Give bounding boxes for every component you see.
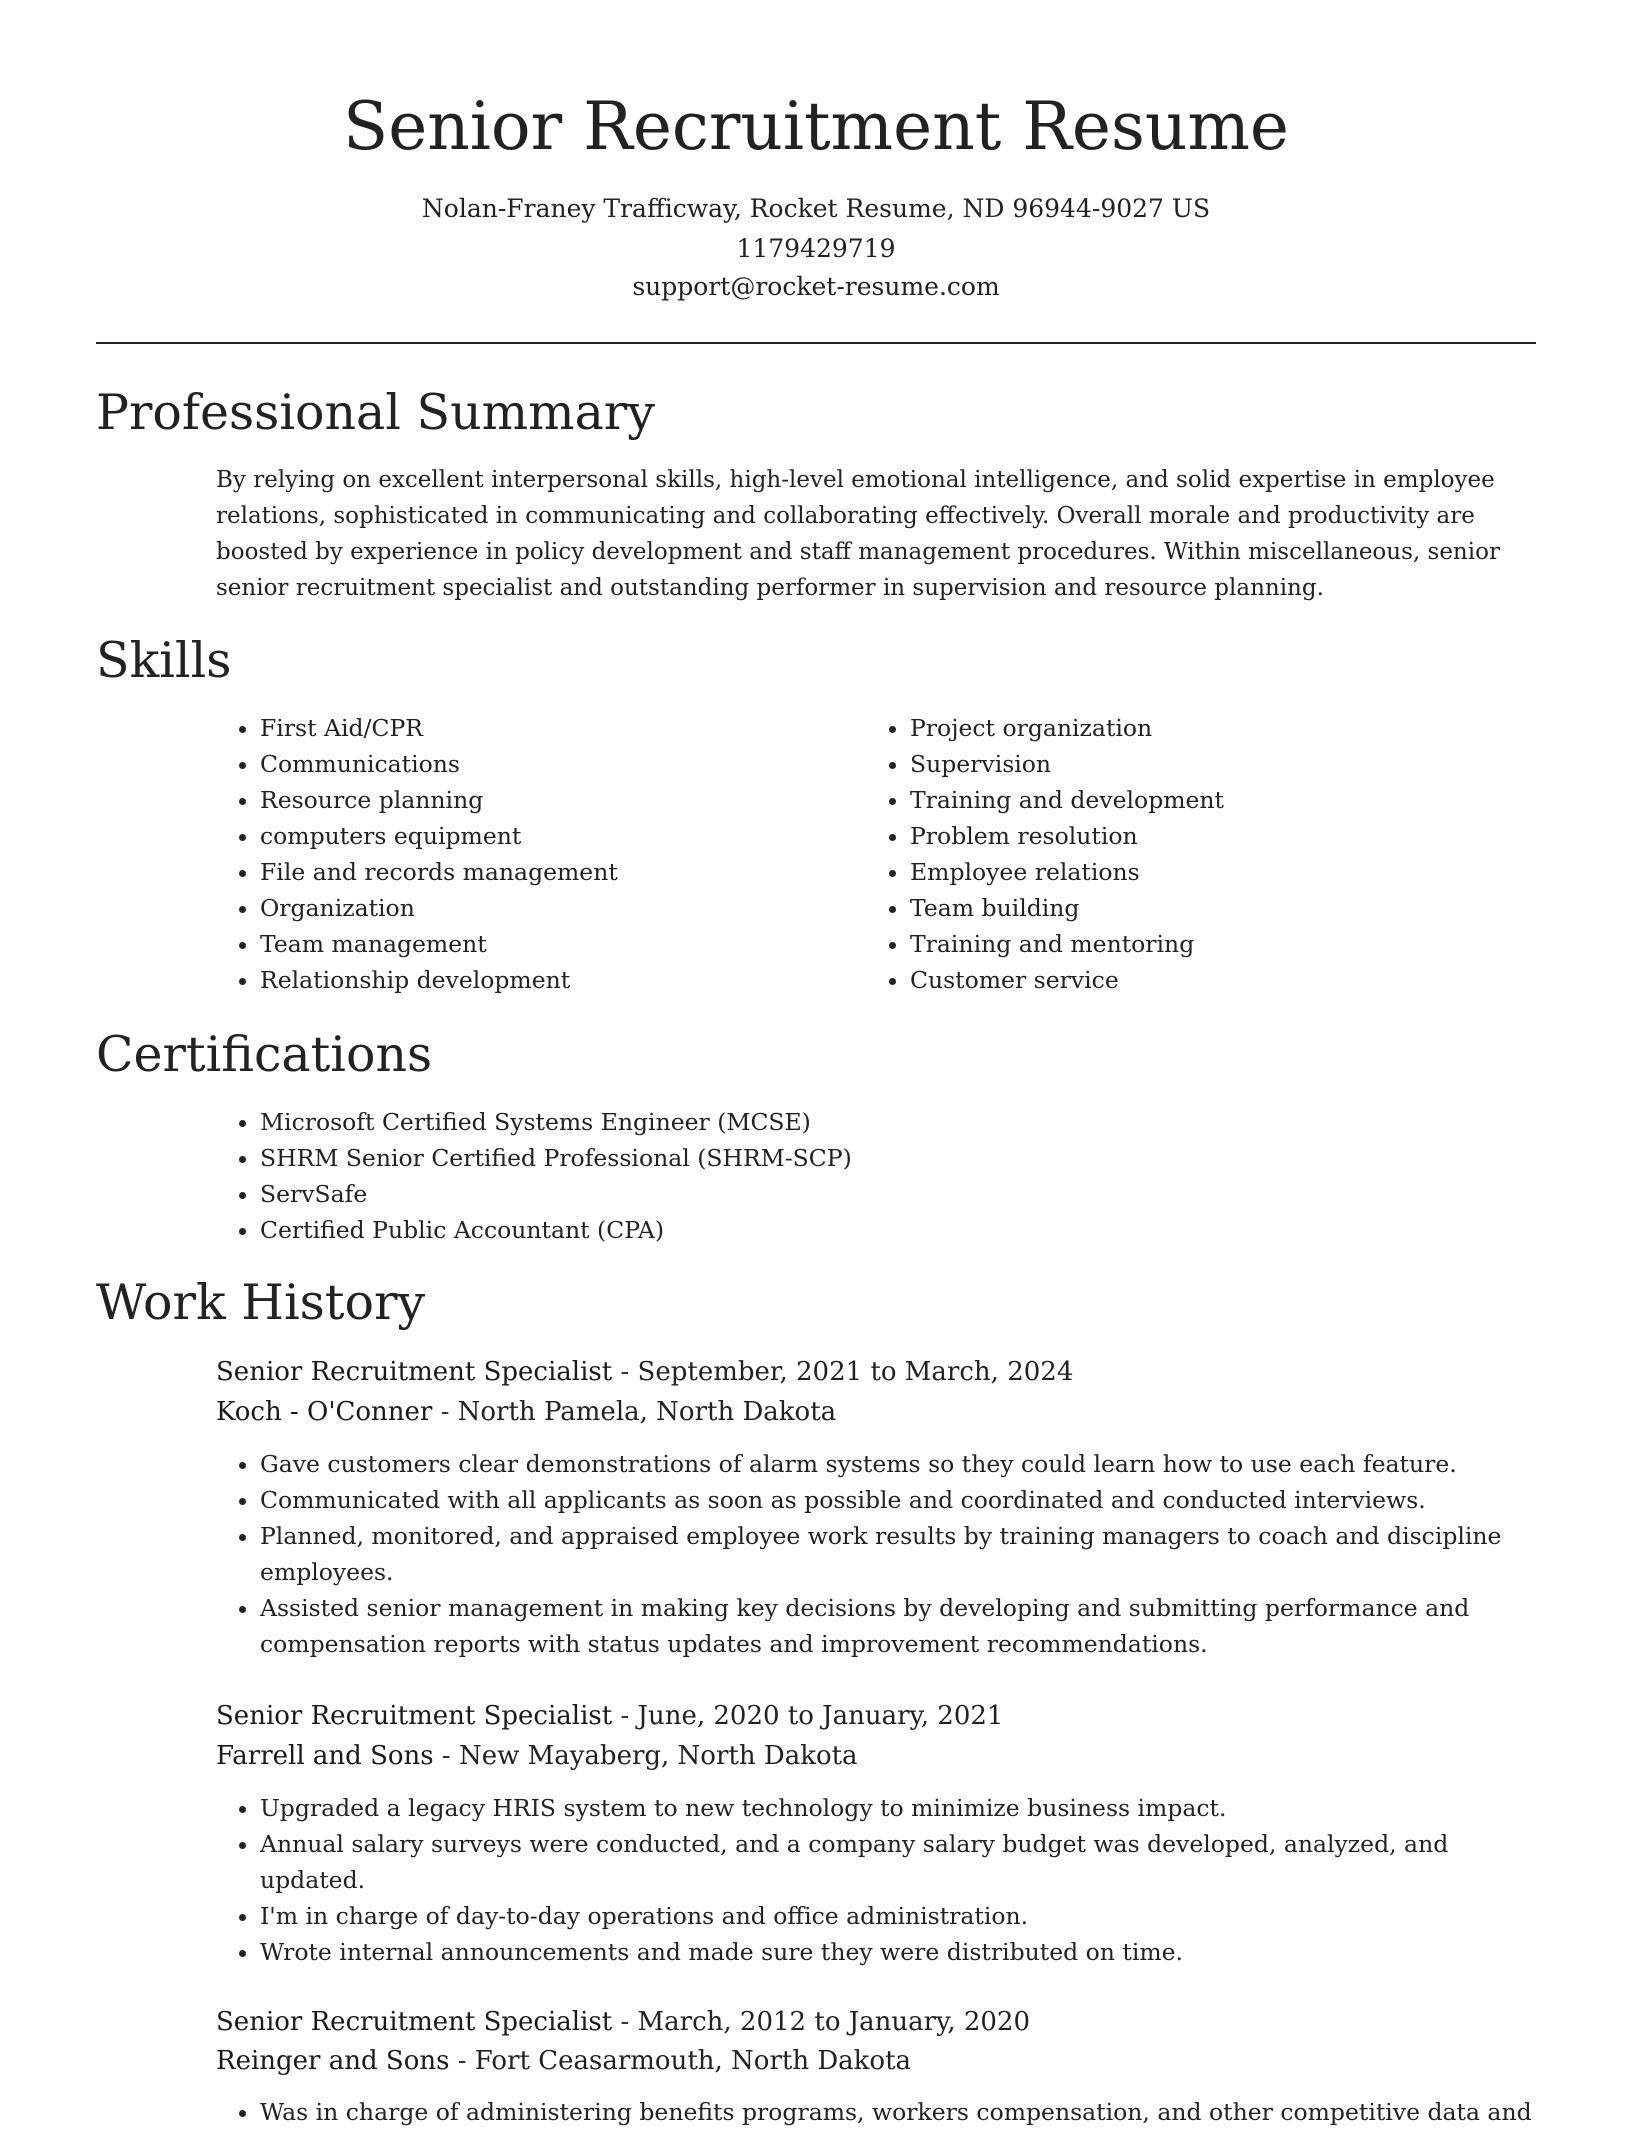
skills-heading: Skills <box>96 632 232 689</box>
job-dates: June, 2020 to January, 2021 <box>637 1701 1004 1731</box>
job-dates: September, 2021 to March, 2024 <box>637 1357 1074 1387</box>
job-company: Reinger and Sons <box>216 2046 450 2076</box>
job-bullet: • Planned, monitored, and appraised employee work results by training managers to coach and discipline employees. <box>260 1518 1560 1590</box>
job-bullet: • Communicated with all applicants as soon as possible and coordinated and conducted interviews. <box>260 1482 1560 1518</box>
job-bullets <box>216 2094 1560 2130</box>
skills-list-right <box>866 710 1470 998</box>
job-separator: - <box>612 1357 638 1387</box>
job-title-line <box>216 1353 1073 1391</box>
job-location: New Mayaberg, North Dakota <box>458 1741 858 1771</box>
job-bullet: • Assisted senior management in making key decisions by developing and submitting performance and compensation reports with status updates and improvement recommendations. <box>260 1590 1560 1662</box>
job-location: North Pamela, North Dakota <box>457 1397 837 1427</box>
certification-item: • Certified Public Accountant (CPA) <box>260 1212 1580 1248</box>
job-separator: - <box>432 1397 458 1427</box>
certifications-heading: Certifications <box>96 1026 433 1083</box>
skills-list-left <box>216 710 820 998</box>
job-title-line <box>216 1697 1003 1735</box>
job-bullet: • I'm in charge of day-to-day operations and office administration. <box>260 1898 1560 1934</box>
work-history-heading: Work History <box>96 1274 426 1331</box>
job-company: Koch - O'Conner <box>216 1397 433 1427</box>
job-title: Senior Recruitment Specialist <box>216 1357 613 1387</box>
skill-item: • Problem resolution <box>910 818 1470 854</box>
skill-item: • Resource planning <box>260 782 820 818</box>
job-title: Senior Recruitment Specialist <box>216 2007 613 2037</box>
job-bullets <box>216 1446 1560 1662</box>
skill-item: • Customer service <box>910 962 1470 998</box>
contact-email: support@rocket-resume.com <box>632 272 1000 301</box>
certification-item: • Microsoft Certified Systems Engineer (MCSE) <box>260 1104 1580 1140</box>
job-separator: - <box>612 2007 638 2037</box>
skill-item: • Training and development <box>910 782 1470 818</box>
skill-item: • Team building <box>910 890 1470 926</box>
job-bullet: • Annual salary surveys were conducted, and a company salary budget was developed, analyzed, and updated. <box>260 1826 1560 1898</box>
skill-item: • File and records management <box>260 854 820 890</box>
skill-item: • Organization <box>260 890 820 926</box>
header-divider <box>96 342 1536 344</box>
skill-item: • Supervision <box>910 746 1470 782</box>
job-bullets <box>216 1790 1560 1970</box>
skill-item: • Training and mentoring <box>910 926 1470 962</box>
certification-item: • SHRM Senior Certified Professional (SHRM-SCP) <box>260 1140 1580 1176</box>
job-company: Farrell and Sons <box>216 1741 434 1771</box>
job-dates: March, 2012 to January, 2020 <box>637 2007 1031 2037</box>
certifications-list <box>216 1104 1580 1248</box>
contact-phone: 1179429719 <box>736 234 896 263</box>
skill-item: • Team management <box>260 926 820 962</box>
skill-item: • Communications <box>260 746 820 782</box>
job-title-line <box>216 2003 1030 2041</box>
job-separator: - <box>433 1741 459 1771</box>
skill-item: • computers equipment <box>260 818 820 854</box>
job-title: Senior Recruitment Specialist <box>216 1701 613 1731</box>
resume-title: Senior Recruitment Resume <box>343 88 1289 165</box>
job-company-line <box>216 1737 858 1775</box>
skill-item: • Relationship development <box>260 962 820 998</box>
skill-item: • First Aid/CPR <box>260 710 820 746</box>
job-bullet: • Wrote internal announcements and made sure they were distributed on time. <box>260 1934 1560 1970</box>
contact-address: Nolan-Franey Trafficway, Rocket Resume, ND 96944-9027 US <box>421 194 1211 223</box>
skill-item: • Employee relations <box>910 854 1470 890</box>
job-bullet: • Gave customers clear demonstrations of alarm systems so they could learn how to use each feature. <box>260 1446 1560 1482</box>
job-separator: - <box>449 2046 475 2076</box>
job-bullet: • Upgraded a legacy HRIS system to new technology to minimize business impact. <box>260 1790 1560 1826</box>
summary-text: By relying on excellent interpersonal skills, high-level emotional intelligence, and solid expertise in employee relations, sophisticated in communicating and collaborating effectively. Overall morale and productivity are boosted by experience in policy development and staff management procedures. Within miscellaneous, senior senior recruitment specialist and outstanding performer in supervision and resource planning. <box>216 467 1500 601</box>
skill-item: • Project organization <box>910 710 1470 746</box>
job-company-line <box>216 2042 911 2080</box>
job-location: Fort Ceasarmouth, North Dakota <box>474 2046 912 2076</box>
certification-item: • ServSafe <box>260 1176 1580 1212</box>
job-separator: - <box>612 1701 638 1731</box>
job-bullet: • Was in charge of administering benefits programs, workers compensation, and other competitive data and <box>260 2094 1560 2130</box>
summary-heading: Professional Summary <box>96 384 655 441</box>
job-company-line <box>216 1393 836 1431</box>
